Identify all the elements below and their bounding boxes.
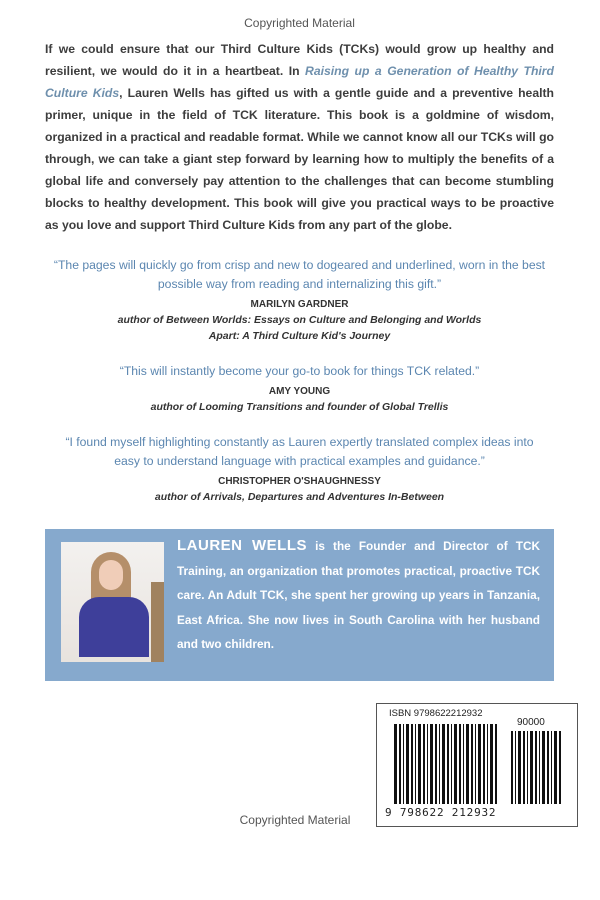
barcode-bar xyxy=(478,724,481,804)
barcode-bars xyxy=(394,724,499,804)
barcode-bar xyxy=(466,724,469,804)
blurb-text-1: If we could ensure that our Third Culture Kids (TCKs) would grow up healthy and resilient, we would do it in a heartbeat. In xyxy=(45,42,554,78)
isbn-barcode xyxy=(376,703,578,827)
barcode-bar xyxy=(542,731,545,804)
barcode-bar xyxy=(559,731,561,804)
barcode-digits: 9 798622 212932 xyxy=(385,806,497,819)
barcode-bar xyxy=(547,731,549,804)
quote-text: “The pages will quickly go from crisp and new to dogeared and underlined, worn in the best possible way from reading and internalizing this gift.” xyxy=(53,258,546,291)
barcode-bar xyxy=(430,724,433,804)
author-bio-panel xyxy=(45,529,554,681)
quote-author: AMY YOUNG xyxy=(268,386,331,397)
author-bio-text xyxy=(177,534,540,657)
barcode-bar xyxy=(427,724,428,804)
barcode-bar xyxy=(451,724,452,804)
bio-body: is the Founder and Director of TCK Training, an organization that promotes practical, proactive TCK care. An Adult TCK, she spent her growing up years in Tanzania, East Africa. She now lives in South Carolina with her husband and two children. xyxy=(177,539,540,651)
barcode-bar xyxy=(527,731,528,804)
price-addon: 90000 xyxy=(517,717,545,728)
barcode-bar xyxy=(423,724,425,804)
quote-author-role: author of Arrivals, Departures and Adventures In-Between xyxy=(154,491,445,503)
barcode-bar xyxy=(442,724,445,804)
barcode-bar xyxy=(475,724,476,804)
barcode-bar xyxy=(535,731,537,804)
barcode-bar xyxy=(487,724,488,804)
quote-text: “I found myself highlighting constantly as Lauren expertly translated complex ideas into easy to understand language with practical examples and guidance.” xyxy=(65,435,534,468)
barcode-bar xyxy=(403,724,404,804)
author-photo xyxy=(61,542,164,662)
bottom-row xyxy=(45,703,554,827)
barcode-bar xyxy=(447,724,449,804)
barcode-bar xyxy=(418,724,421,804)
author-name: LAUREN WELLS xyxy=(177,537,307,554)
quote-text: “This will instantly become your go-to book for things TCK related.” xyxy=(119,364,480,378)
quote-author: MARILYN GARDNER xyxy=(250,299,349,310)
barcode-bar xyxy=(539,731,540,804)
copyright-notice-bottom: Copyrighted Material xyxy=(239,813,351,827)
barcode-bar xyxy=(435,724,437,804)
barcode-bar xyxy=(439,724,440,804)
barcode-bar xyxy=(399,724,401,804)
barcode-bar xyxy=(394,724,397,804)
blurb-text-2: , Lauren Wells has gifted us with a gentle guide and a preventive health primer, unique in the field of TCK literature. This book is a goldmine of wisdom, organized in a practical and readable format. While we cannot know all our TCKs will go through, we can take a giant step forward by learning how to multiply the benefits of a global life and conversely pay attention to the challenges that can become stumbling blocks to healthy development. This book will give you practical ways to be proactive as you love and support Third Culture Kids from any part of the globe. xyxy=(45,86,555,232)
quote-author: CHRISTOPHER O'SHAUGHNESSY xyxy=(218,476,381,487)
barcode-bar xyxy=(518,731,521,804)
barcode-bar xyxy=(490,724,493,804)
barcode-bar xyxy=(515,731,516,804)
addon-bars xyxy=(511,731,561,804)
barcode-bar xyxy=(406,724,409,804)
barcode-bar xyxy=(415,724,416,804)
barcode-bar xyxy=(554,731,557,804)
testimonial xyxy=(45,433,554,505)
barcode-bar xyxy=(511,731,513,804)
quote-author-role: author of Between Worlds: Essays on Culture and Belonging and Worlds Apart: A Third Culture Kid's Journey xyxy=(117,314,482,342)
barcode-bar xyxy=(454,724,457,804)
barcode-bar xyxy=(495,724,497,804)
barcode-bar xyxy=(523,731,525,804)
testimonial xyxy=(45,362,554,415)
barcode-bar xyxy=(411,724,413,804)
copyright-notice-top: Copyrighted Material xyxy=(244,16,355,30)
barcode-bar xyxy=(471,724,473,804)
barcode-bar xyxy=(551,731,552,804)
barcode-bar xyxy=(483,724,485,804)
barcode-bar xyxy=(459,724,461,804)
testimonial xyxy=(45,256,554,344)
barcode-bar xyxy=(463,724,464,804)
isbn-label: ISBN 9798622212932 xyxy=(389,708,483,719)
book-title: Raising up a Generation of Healthy Third Culture Kids xyxy=(45,64,554,100)
barcode-bar xyxy=(530,731,533,804)
quote-author-role: author of Looming Transitions and founder of Global Trellis xyxy=(150,401,449,413)
book-description xyxy=(45,38,554,236)
